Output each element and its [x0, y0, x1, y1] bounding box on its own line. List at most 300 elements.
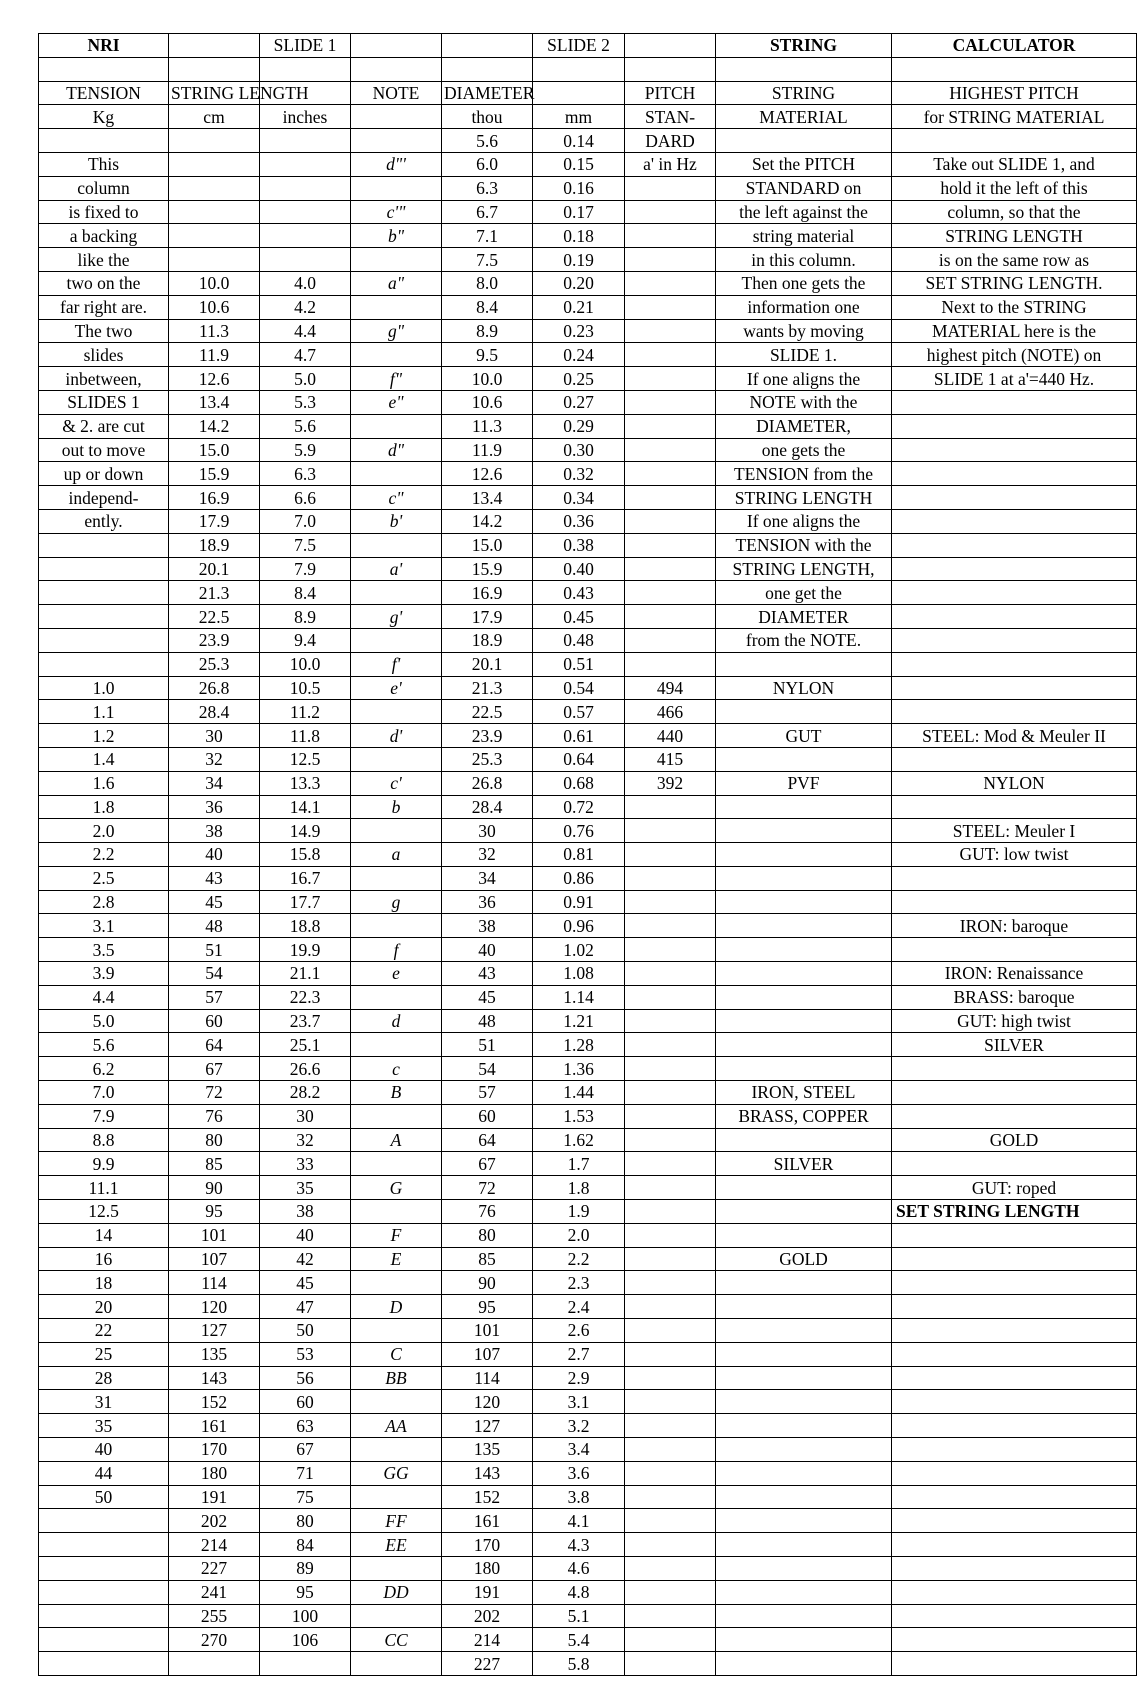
cell-diameter-thou: 191	[442, 1580, 533, 1604]
cell-diameter-mm: 0.43	[533, 581, 625, 605]
table-row	[39, 1390, 1137, 1414]
table-row	[39, 1176, 1137, 1200]
cell-note: e"	[351, 390, 442, 414]
cell-diameter-thou: 60	[442, 1104, 533, 1128]
cell-pitch-standard	[625, 581, 716, 605]
cell-tension-kg: 5.0	[39, 1009, 169, 1033]
cell-diameter-thou: 21.3	[442, 676, 533, 700]
cell-length-inches: 63	[260, 1414, 351, 1438]
cell-length-inches	[260, 200, 351, 224]
cell-length-cm: 30	[169, 724, 260, 748]
table-row	[39, 843, 1137, 867]
cell-diameter-thou: 20.1	[442, 652, 533, 676]
cell-highest-pitch: STRING LENGTH	[892, 224, 1137, 248]
cell-string-material: If one aligns the	[716, 367, 892, 391]
cell-highest-pitch: is on the same row as	[892, 248, 1137, 272]
cell-tension-kg	[39, 533, 169, 557]
cell-length-inches: 56	[260, 1366, 351, 1390]
table-row	[39, 890, 1137, 914]
table-row	[39, 200, 1137, 224]
cell-tension-kg: 16	[39, 1247, 169, 1271]
cell-tension-kg: a backing	[39, 224, 169, 248]
cell-length-inches: 106	[260, 1628, 351, 1652]
cell-diameter-mm: SLIDE 2	[533, 34, 625, 58]
cell-note	[351, 1485, 442, 1509]
cell-highest-pitch	[892, 676, 1137, 700]
cell-length-inches: 14.1	[260, 795, 351, 819]
cell-diameter-thou: 135	[442, 1438, 533, 1462]
cell-diameter-mm: 2.0	[533, 1223, 625, 1247]
cell-diameter-mm: 2.4	[533, 1295, 625, 1319]
cell-length-inches	[260, 176, 351, 200]
cell-tension-kg: 3.1	[39, 914, 169, 938]
table-row	[39, 628, 1137, 652]
cell-length-inches	[260, 1652, 351, 1676]
cell-diameter-mm: 0.64	[533, 747, 625, 771]
table-row	[39, 700, 1137, 724]
cell-string-material: Then one gets the	[716, 271, 892, 295]
cell-length-inches: 7.5	[260, 533, 351, 557]
cell-pitch-standard: 494	[625, 676, 716, 700]
cell-string-material: one get the	[716, 581, 892, 605]
cell-length-cm: 43	[169, 866, 260, 890]
table-row	[39, 295, 1137, 319]
cell-length-inches: 21.1	[260, 962, 351, 986]
cell-tension-kg: slides	[39, 343, 169, 367]
cell-note: E	[351, 1247, 442, 1271]
cell-string-material	[716, 1533, 892, 1557]
table-row	[39, 581, 1137, 605]
cell-string-material: DIAMETER	[716, 605, 892, 629]
cell-length-cm: 90	[169, 1176, 260, 1200]
cell-note: a	[351, 843, 442, 867]
cell-diameter-mm: 1.02	[533, 938, 625, 962]
cell-diameter-mm: 4.3	[533, 1533, 625, 1557]
cell-length-inches: 80	[260, 1509, 351, 1533]
cell-pitch-standard	[625, 1485, 716, 1509]
cell-tension-kg: out to move	[39, 438, 169, 462]
cell-string-material	[716, 1557, 892, 1581]
cell-length-cm: 161	[169, 1414, 260, 1438]
cell-tension-kg	[39, 1652, 169, 1676]
cell-diameter-thou: 214	[442, 1628, 533, 1652]
cell-pitch-standard	[625, 1319, 716, 1343]
table-row	[39, 1128, 1137, 1152]
cell-pitch-standard	[625, 557, 716, 581]
cell-highest-pitch	[892, 581, 1137, 605]
cell-tension-kg: 9.9	[39, 1152, 169, 1176]
cell-length-inches: SLIDE 1	[260, 34, 351, 58]
cell-string-material: DIAMETER,	[716, 414, 892, 438]
cell-length-inches: 15.8	[260, 843, 351, 867]
cell-highest-pitch: SET STRING LENGTH	[892, 1200, 1137, 1224]
cell-note: g'	[351, 605, 442, 629]
table-row	[39, 319, 1137, 343]
cell-length-inches: 42	[260, 1247, 351, 1271]
cell-diameter-thou: 161	[442, 1509, 533, 1533]
cell-pitch-standard	[625, 343, 716, 367]
cell-note	[351, 34, 442, 58]
cell-tension-kg: 8.8	[39, 1128, 169, 1152]
cell-string-material: STRING	[716, 34, 892, 58]
table-row	[39, 367, 1137, 391]
cell-note	[351, 1438, 442, 1462]
cell-string-material: STRING LENGTH,	[716, 557, 892, 581]
cell-highest-pitch	[892, 1223, 1137, 1247]
cell-tension-kg: 3.9	[39, 962, 169, 986]
cell-length-cm: 48	[169, 914, 260, 938]
cell-length-inches: 4.7	[260, 343, 351, 367]
cell-length-cm: 25.3	[169, 652, 260, 676]
table-row	[39, 1081, 1137, 1105]
cell-pitch-standard	[625, 819, 716, 843]
cell-diameter-thou: 67	[442, 1152, 533, 1176]
cell-length-inches: 10.0	[260, 652, 351, 676]
cell-length-cm: 34	[169, 771, 260, 795]
cell-diameter-mm: 0.68	[533, 771, 625, 795]
cell-highest-pitch	[892, 747, 1137, 771]
cell-string-material: If one aligns the	[716, 509, 892, 533]
cell-pitch-standard	[625, 1152, 716, 1176]
cell-note: d"	[351, 438, 442, 462]
cell-diameter-thou: 180	[442, 1557, 533, 1581]
cell-highest-pitch	[892, 1152, 1137, 1176]
cell-note: F	[351, 1223, 442, 1247]
cell-length-inches: 60	[260, 1390, 351, 1414]
cell-note	[351, 1033, 442, 1057]
cell-string-material	[716, 1652, 892, 1676]
cell-highest-pitch	[892, 1438, 1137, 1462]
cell-diameter-mm: 0.72	[533, 795, 625, 819]
cell-diameter-thou: thou	[442, 105, 533, 129]
cell-length-inches: 5.6	[260, 414, 351, 438]
cell-note: a"	[351, 271, 442, 295]
cell-note: BB	[351, 1366, 442, 1390]
cell-tension-kg: 40	[39, 1438, 169, 1462]
cell-length-inches: 12.5	[260, 747, 351, 771]
table-row	[39, 1104, 1137, 1128]
cell-string-material: information one	[716, 295, 892, 319]
cell-length-inches: 4.4	[260, 319, 351, 343]
cell-length-cm: 20.1	[169, 557, 260, 581]
cell-diameter-mm: 2.6	[533, 1319, 625, 1343]
cell-length-inches: 67	[260, 1438, 351, 1462]
cell-highest-pitch	[892, 1533, 1137, 1557]
cell-length-cm: 51	[169, 938, 260, 962]
cell-diameter-thou: 51	[442, 1033, 533, 1057]
cell-pitch-standard	[625, 1247, 716, 1271]
table-row	[39, 343, 1137, 367]
cell-tension-kg: column	[39, 176, 169, 200]
cell-diameter-mm: 0.36	[533, 509, 625, 533]
cell-highest-pitch	[892, 1652, 1137, 1676]
cell-tension-kg: 1.2	[39, 724, 169, 748]
cell-tension-kg: 1.1	[39, 700, 169, 724]
cell-note: EE	[351, 1533, 442, 1557]
cell-note	[351, 1200, 442, 1224]
cell-diameter-mm: 0.34	[533, 486, 625, 510]
cell-string-material	[716, 866, 892, 890]
cell-pitch-standard	[625, 509, 716, 533]
cell-diameter-mm: 0.27	[533, 390, 625, 414]
cell-diameter-thou: 80	[442, 1223, 533, 1247]
cell-diameter-thou: 6.7	[442, 200, 533, 224]
cell-diameter-mm: 0.14	[533, 129, 625, 153]
cell-pitch-standard	[625, 1223, 716, 1247]
cell-tension-kg	[39, 1533, 169, 1557]
cell-string-material: SILVER	[716, 1152, 892, 1176]
cell-note: f"	[351, 367, 442, 391]
cell-diameter-thou: 12.6	[442, 462, 533, 486]
cell-length-inches: 47	[260, 1295, 351, 1319]
table-row	[39, 1009, 1137, 1033]
cell-pitch-standard	[625, 628, 716, 652]
cell-diameter-mm: 0.54	[533, 676, 625, 700]
table-row	[39, 724, 1137, 748]
cell-tension-kg: up or down	[39, 462, 169, 486]
cell-length-inches: 38	[260, 1200, 351, 1224]
table-row	[39, 438, 1137, 462]
cell-string-material: wants by moving	[716, 319, 892, 343]
cell-diameter-thou: 152	[442, 1485, 533, 1509]
cell-highest-pitch	[892, 557, 1137, 581]
cell-note	[351, 248, 442, 272]
cell-length-cm	[169, 248, 260, 272]
cell-tension-kg: 2.0	[39, 819, 169, 843]
cell-pitch-standard	[625, 1604, 716, 1628]
cell-diameter-thou: 127	[442, 1414, 533, 1438]
cell-pitch-standard	[625, 1057, 716, 1081]
cell-diameter-mm	[533, 57, 625, 81]
cell-note	[351, 1604, 442, 1628]
table-row	[39, 1366, 1137, 1390]
cell-diameter-thou: DIAMETER	[442, 81, 533, 105]
cell-pitch-standard	[625, 271, 716, 295]
cell-length-inches: 95	[260, 1580, 351, 1604]
cell-diameter-mm: 0.30	[533, 438, 625, 462]
cell-highest-pitch: HIGHEST PITCH	[892, 81, 1137, 105]
cell-diameter-mm: 3.1	[533, 1390, 625, 1414]
cell-string-material	[716, 700, 892, 724]
cell-tension-kg	[39, 605, 169, 629]
cell-tension-kg: 7.0	[39, 1081, 169, 1105]
cell-string-material: IRON, STEEL	[716, 1081, 892, 1105]
cell-diameter-mm: 1.21	[533, 1009, 625, 1033]
cell-pitch-standard: 440	[625, 724, 716, 748]
cell-note: c"	[351, 486, 442, 510]
cell-highest-pitch	[892, 462, 1137, 486]
table-row	[39, 176, 1137, 200]
cell-highest-pitch	[892, 1485, 1137, 1509]
cell-tension-kg: 2.8	[39, 890, 169, 914]
cell-string-material	[716, 962, 892, 986]
cell-string-material	[716, 1319, 892, 1343]
cell-diameter-mm: 0.29	[533, 414, 625, 438]
cell-length-cm: 11.3	[169, 319, 260, 343]
cell-length-inches: 18.8	[260, 914, 351, 938]
cell-tension-kg: Kg	[39, 105, 169, 129]
cell-diameter-mm: 1.44	[533, 1081, 625, 1105]
cell-diameter-mm: 4.6	[533, 1557, 625, 1581]
cell-diameter-mm: 0.18	[533, 224, 625, 248]
cell-highest-pitch	[892, 1509, 1137, 1533]
cell-tension-kg: 11.1	[39, 1176, 169, 1200]
cell-tension-kg	[39, 1604, 169, 1628]
cell-tension-kg: 6.2	[39, 1057, 169, 1081]
cell-note: c'	[351, 771, 442, 795]
cell-length-cm: 170	[169, 1438, 260, 1462]
cell-pitch-standard	[625, 1033, 716, 1057]
cell-length-inches: 4.2	[260, 295, 351, 319]
cell-length-inches: 16.7	[260, 866, 351, 890]
cell-length-inches	[260, 129, 351, 153]
cell-pitch-standard	[625, 390, 716, 414]
cell-string-material: STRING	[716, 81, 892, 105]
cell-diameter-thou: 22.5	[442, 700, 533, 724]
cell-string-material	[716, 1366, 892, 1390]
cell-length-inches: 4.0	[260, 271, 351, 295]
cell-highest-pitch: GOLD	[892, 1128, 1137, 1152]
cell-length-cm: 255	[169, 1604, 260, 1628]
cell-highest-pitch	[892, 890, 1137, 914]
cell-string-material	[716, 1485, 892, 1509]
cell-string-material	[716, 1628, 892, 1652]
cell-length-cm: 95	[169, 1200, 260, 1224]
cell-string-material	[716, 1295, 892, 1319]
cell-diameter-mm: 0.32	[533, 462, 625, 486]
table-row	[39, 390, 1137, 414]
cell-diameter-thou: 17.9	[442, 605, 533, 629]
table-row	[39, 509, 1137, 533]
cell-diameter-thou: 16.9	[442, 581, 533, 605]
cell-note	[351, 747, 442, 771]
table-row	[39, 1033, 1137, 1057]
cell-diameter-thou: 90	[442, 1271, 533, 1295]
table-row	[39, 1438, 1137, 1462]
cell-diameter-mm: 2.9	[533, 1366, 625, 1390]
cell-pitch-standard: STAN-	[625, 105, 716, 129]
cell-length-inches: 32	[260, 1128, 351, 1152]
table-row	[39, 81, 1137, 105]
cell-pitch-standard	[625, 438, 716, 462]
cell-highest-pitch	[892, 866, 1137, 890]
table-row	[39, 129, 1137, 153]
cell-length-cm: 40	[169, 843, 260, 867]
cell-string-material: BRASS, COPPER	[716, 1104, 892, 1128]
cell-note	[351, 581, 442, 605]
cell-length-inches: 25.1	[260, 1033, 351, 1057]
cell-tension-kg	[39, 1557, 169, 1581]
table-row	[39, 1223, 1137, 1247]
cell-string-material	[716, 1223, 892, 1247]
cell-pitch-standard	[625, 795, 716, 819]
table-row	[39, 938, 1137, 962]
cell-diameter-mm: 5.4	[533, 1628, 625, 1652]
cell-tension-kg: 44	[39, 1461, 169, 1485]
cell-diameter-mm: 0.17	[533, 200, 625, 224]
cell-diameter-thou: 26.8	[442, 771, 533, 795]
cell-highest-pitch	[892, 1081, 1137, 1105]
table-row	[39, 1557, 1137, 1581]
table-row	[39, 1628, 1137, 1652]
cell-string-material	[716, 1390, 892, 1414]
cell-note: a'	[351, 557, 442, 581]
cell-tension-kg: inbetween,	[39, 367, 169, 391]
cell-diameter-thou: 15.0	[442, 533, 533, 557]
table-row	[39, 771, 1137, 795]
cell-tension-kg	[39, 129, 169, 153]
cell-diameter-mm: 5.8	[533, 1652, 625, 1676]
cell-highest-pitch	[892, 795, 1137, 819]
cell-tension-kg: TENSION	[39, 81, 169, 105]
cell-note: e'	[351, 676, 442, 700]
cell-diameter-thou: 10.6	[442, 390, 533, 414]
cell-tension-kg: 25	[39, 1342, 169, 1366]
table-row	[39, 248, 1137, 272]
cell-highest-pitch	[892, 1366, 1137, 1390]
cell-note: GG	[351, 1461, 442, 1485]
cell-length-cm	[169, 129, 260, 153]
cell-tension-kg: ently.	[39, 509, 169, 533]
cell-tension-kg: 3.5	[39, 938, 169, 962]
cell-diameter-mm: 0.86	[533, 866, 625, 890]
cell-diameter-mm: 1.36	[533, 1057, 625, 1081]
cell-length-cm: 26.8	[169, 676, 260, 700]
cell-length-cm: 18.9	[169, 533, 260, 557]
cell-length-inches: 9.4	[260, 628, 351, 652]
cell-string-material	[716, 129, 892, 153]
cell-diameter-mm: 0.23	[533, 319, 625, 343]
cell-note: FF	[351, 1509, 442, 1533]
cell-string-material	[716, 1604, 892, 1628]
cell-note: c	[351, 1057, 442, 1081]
cell-string-material: MATERIAL	[716, 105, 892, 129]
cell-pitch-standard	[625, 843, 716, 867]
cell-length-cm: 22.5	[169, 605, 260, 629]
cell-diameter-thou: 43	[442, 962, 533, 986]
cell-note	[351, 57, 442, 81]
cell-string-material	[716, 795, 892, 819]
cell-length-cm: 36	[169, 795, 260, 819]
table-body	[39, 34, 1137, 1676]
cell-length-cm: 191	[169, 1485, 260, 1509]
cell-diameter-thou: 107	[442, 1342, 533, 1366]
cell-diameter-mm: 1.53	[533, 1104, 625, 1128]
cell-pitch-standard	[625, 985, 716, 1009]
cell-highest-pitch: GUT: roped	[892, 1176, 1137, 1200]
table-row	[39, 914, 1137, 938]
cell-pitch-standard	[625, 1652, 716, 1676]
cell-diameter-thou: 72	[442, 1176, 533, 1200]
cell-length-cm: 54	[169, 962, 260, 986]
cell-diameter-mm	[533, 81, 625, 105]
cell-length-cm	[169, 176, 260, 200]
cell-highest-pitch: STEEL: Meuler I	[892, 819, 1137, 843]
cell-length-cm: 76	[169, 1104, 260, 1128]
table-row	[39, 486, 1137, 510]
cell-diameter-thou: 143	[442, 1461, 533, 1485]
cell-note	[351, 533, 442, 557]
cell-highest-pitch: NYLON	[892, 771, 1137, 795]
cell-length-inches: 5.0	[260, 367, 351, 391]
cell-highest-pitch: IRON: Renaissance	[892, 962, 1137, 986]
cell-length-cm	[169, 1652, 260, 1676]
cell-note: e	[351, 962, 442, 986]
cell-note: b	[351, 795, 442, 819]
cell-diameter-mm: 1.7	[533, 1152, 625, 1176]
table-row	[39, 1342, 1137, 1366]
cell-diameter-mm: 1.9	[533, 1200, 625, 1224]
